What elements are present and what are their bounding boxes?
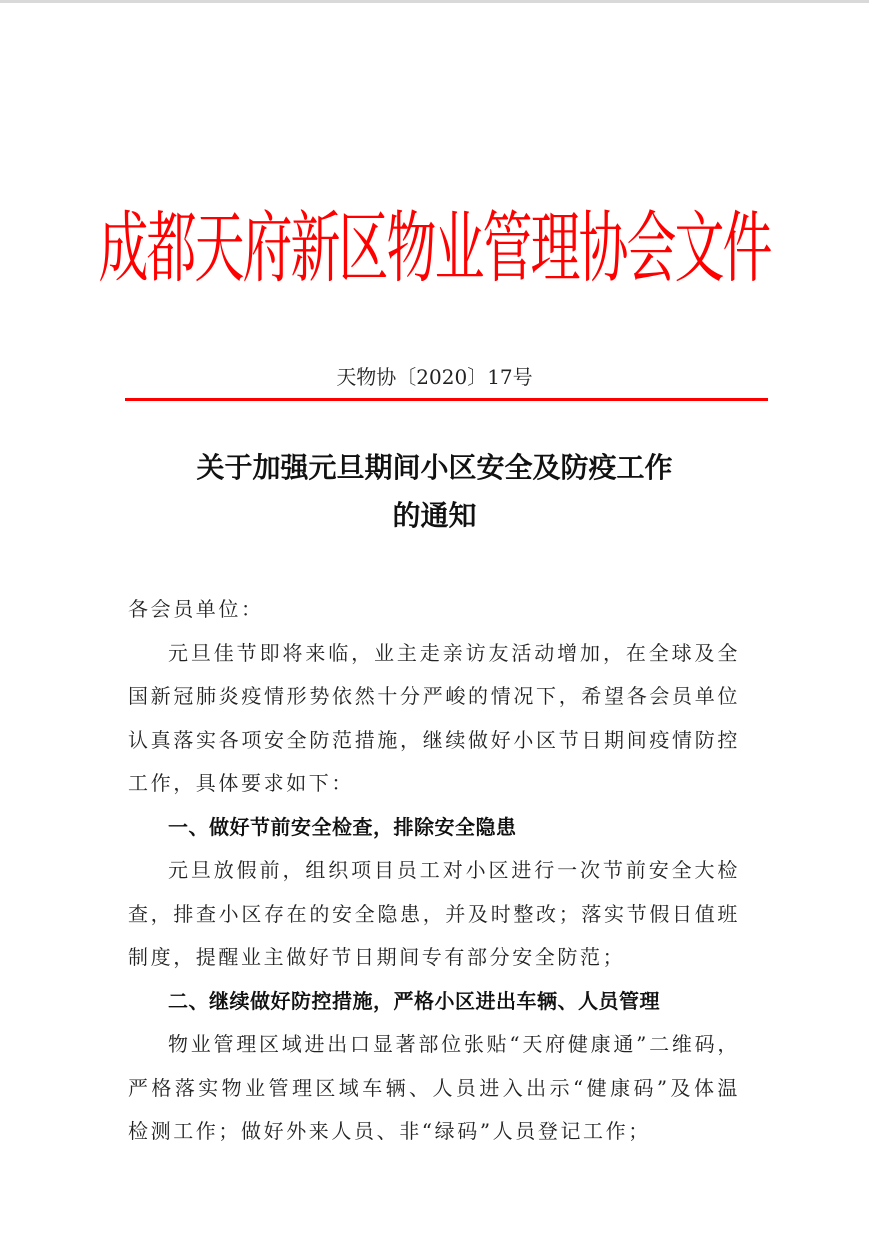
document-body xyxy=(128,588,740,1154)
title-line-1: 关于加强元旦期间小区安全及防疫工作 xyxy=(196,451,673,484)
red-separator-line xyxy=(125,398,768,401)
section-1-paragraph: 元旦放假前，组织项目员工对小区进行一次节前安全大检查，排查小区存在的安全隐患，并及时整改；落实节假日值班制度，提醒业主做好节日期间专有部分安全防范； xyxy=(128,858,740,969)
document-masthead: 成都天府新区物业管理协会文件 xyxy=(98,203,771,293)
document-number: 天物协〔2020〕17号 xyxy=(336,365,533,389)
document-title xyxy=(0,444,869,540)
section-2-paragraph: 物业管理区域进出口显著部位张贴“天府健康通”二维码，严格落实物业管理区域车辆、人员进入出示“健康码”及体温检测工作；做好外来人员、非“绿码”人员登记工作； xyxy=(128,1032,740,1143)
salutation: 各会员单位： xyxy=(128,597,264,621)
title-line-2: 的通知 xyxy=(392,499,477,532)
section-heading-2: 二、继续做好防控措施，严格小区进出车辆、人员管理 xyxy=(168,988,660,1013)
section-heading-1: 一、做好节前安全检查，排除安全隐患 xyxy=(168,814,517,839)
intro-paragraph: 元旦佳节即将来临，业主走亲访友活动增加，在全球及全国新冠肺炎疫情形势依然十分严峻的情况下，希望各会员单位认真落实各项安全防范措施，继续做好小区节日期间疫情防控工作，具体要求如下： xyxy=(128,640,740,795)
